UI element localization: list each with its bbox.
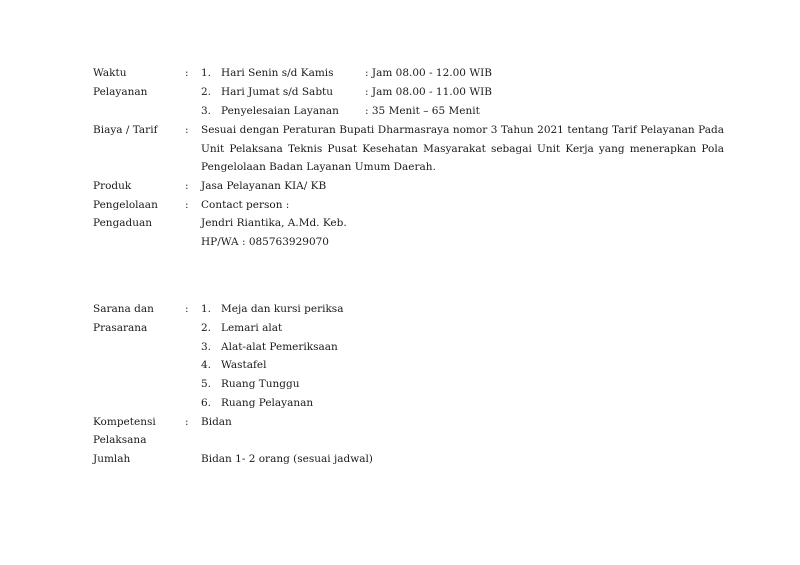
pengelolaan-label: Pengelolaan <box>93 199 158 211</box>
prasarana-label: Prasarana <box>93 322 148 334</box>
produk-value: Jasa Pelayanan KIA/ KB <box>201 180 327 192</box>
waktu-item-num: 2. <box>201 86 212 98</box>
waktu-item-3 <box>201 102 724 121</box>
waktu-row-2 <box>93 83 724 102</box>
waktu-item-value: : Jam 08.00 - 11.00 WIB <box>365 86 492 98</box>
sarana-item-6 <box>201 394 724 413</box>
sarana-item-text: Wastafel <box>221 359 267 371</box>
waktu-item-text: Hari Senin s/d Kamis <box>221 67 334 79</box>
contact-name: Jendri Riantika, A.Md. Keb. <box>201 217 347 229</box>
biaya-label: Biaya / Tarif <box>93 124 158 136</box>
pengaduan-colon: : <box>185 199 189 211</box>
sarana-item-3 <box>201 338 724 357</box>
sarana-item-text: Lemari alat <box>221 322 283 334</box>
waktu-item-value: : Jam 08.00 - 12.00 WIB <box>365 67 492 79</box>
waktu-item-num: 3. <box>201 105 212 117</box>
produk-colon: : <box>185 180 189 192</box>
waktu-row-1 <box>93 64 724 83</box>
waktu-colon: : <box>185 67 189 79</box>
waktu-item-value: : 35 Menit – 65 Menit <box>365 105 480 117</box>
sarana-item-text: Alat-alat Pemeriksaan <box>221 341 338 353</box>
kompetensi-value: Bidan <box>201 416 232 428</box>
sarana-row-1 <box>93 300 724 319</box>
pelaksana-label: Pelaksana <box>93 434 147 446</box>
waktu-item-1 <box>201 64 724 83</box>
pengaduan-row-1 <box>93 196 724 215</box>
pelayanan-label: Pelayanan <box>93 86 148 98</box>
sarana-item-num: 5. <box>201 378 212 390</box>
jumlah-row <box>93 450 724 469</box>
produk-row <box>93 177 724 196</box>
sarana-item-num: 3. <box>201 341 212 353</box>
sarana-item-num: 4. <box>201 359 212 371</box>
sarana-row-3 <box>93 338 724 357</box>
sarana-item-2 <box>201 319 724 338</box>
sarana-item-5 <box>201 375 724 394</box>
produk-label: Produk <box>93 180 132 192</box>
biaya-colon: : <box>185 124 189 136</box>
biaya-text: Sesuai dengan Peraturan Bupati Dharmasraya nomor 3 Tahun 2021 tentang Tarif Pelayanan Pada Unit Pelaksana Teknis Pusat Kesehatan Masyarakat sebagai Unit Kerja yang menerapkan Pola Pengelolaan Badan Layanan Umum Daerah. <box>201 124 724 174</box>
sarana-label: Sarana dan <box>93 303 154 315</box>
sarana-item-num: 6. <box>201 397 212 409</box>
waktu-item-text: Hari Jumat s/d Sabtu <box>221 86 334 98</box>
sarana-colon: : <box>185 303 189 315</box>
contact-phone: HP/WA : 085763929070 <box>201 236 329 248</box>
sarana-row-5 <box>93 375 724 394</box>
kompetensi-row-1 <box>93 413 724 432</box>
sarana-row-6 <box>93 394 724 413</box>
waktu-row-3 <box>93 102 724 121</box>
waktu-item-num: 1. <box>201 67 212 79</box>
jumlah-value: Bidan 1- 2 orang (sesuai jadwal) <box>201 453 373 465</box>
sarana-item-1 <box>201 300 724 319</box>
sarana-row-4 <box>93 356 724 375</box>
pengaduan-label: Pengaduan <box>93 217 153 229</box>
biaya-row <box>93 121 724 177</box>
jumlah-label: Jumlah <box>93 453 131 465</box>
sarana-item-text: Meja dan kursi periksa <box>221 303 344 315</box>
kompetensi-colon: : <box>185 416 189 428</box>
sarana-item-text: Ruang Pelayanan <box>221 397 314 409</box>
kompetensi-label: Kompetensi <box>93 416 156 428</box>
contact-person-label: Contact person : <box>201 199 290 211</box>
pengaduan-row-2 <box>93 214 724 233</box>
sarana-item-4 <box>201 356 724 375</box>
sarana-item-num: 2. <box>201 322 212 334</box>
waktu-item-2 <box>201 83 724 102</box>
sarana-item-text: Ruang Tunggu <box>221 378 300 390</box>
waktu-label: Waktu <box>93 67 127 79</box>
pengaduan-row-3 <box>93 233 724 252</box>
waktu-item-text: Penyelesaian Layanan <box>221 105 339 117</box>
sarana-item-num: 1. <box>201 303 212 315</box>
sarana-row-2 <box>93 319 724 338</box>
kompetensi-row-2 <box>93 431 724 450</box>
